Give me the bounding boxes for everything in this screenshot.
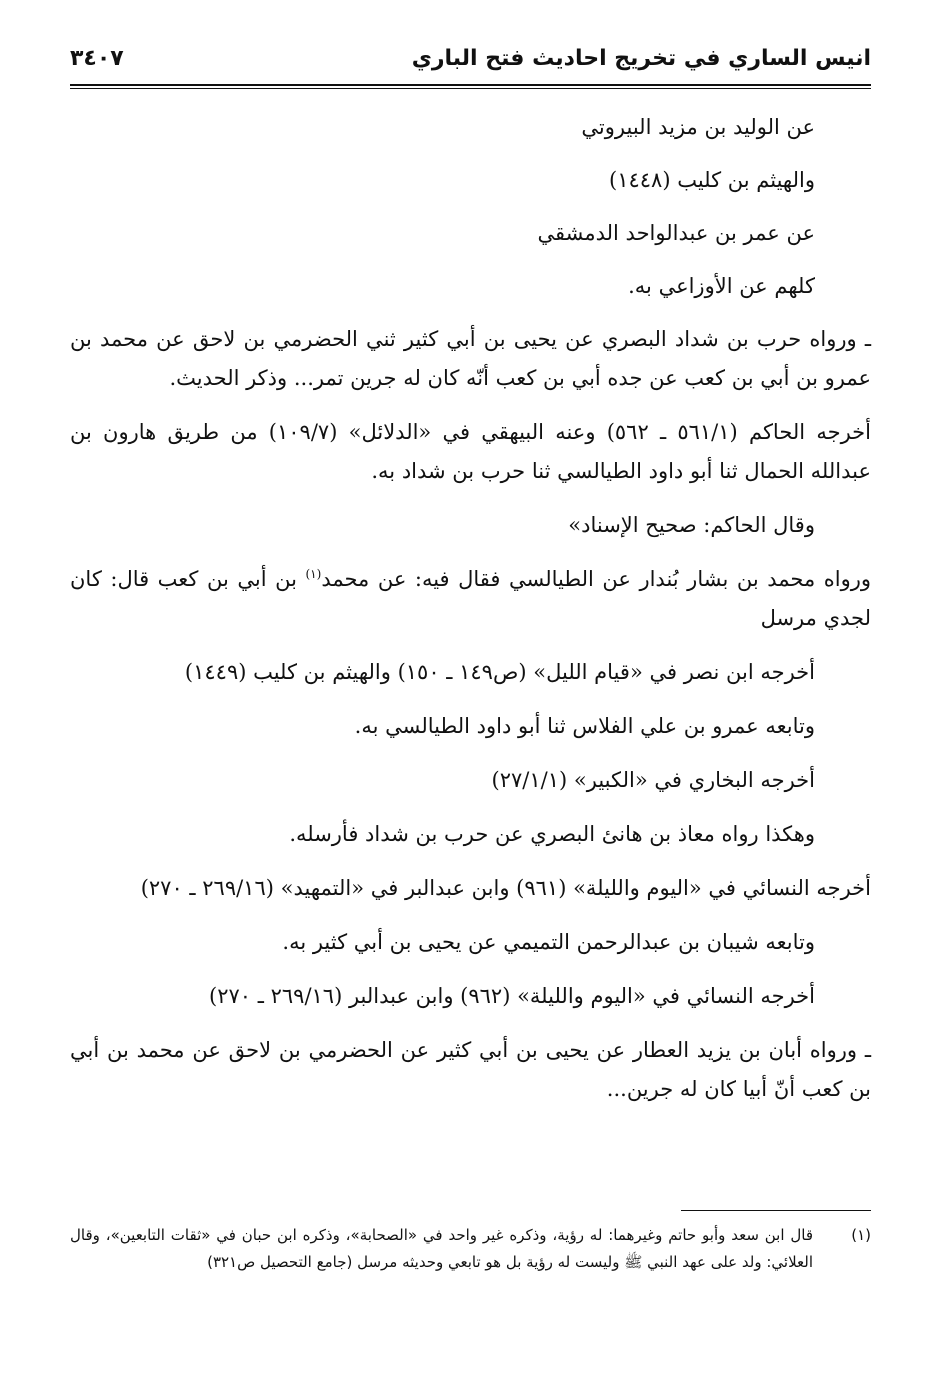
paragraph: أخرجه النسائي في «اليوم والليلة» (٩٦١) وابن عبدالبر في «التمهيد» (٢٦٩/١٦ ـ ٢٧٠) bbox=[140, 876, 871, 900]
main-text bbox=[70, 108, 871, 1124]
paragraph: وهكذا رواه معاذ بن هانئ البصري عن حرب بن شداد فأرسله. bbox=[289, 822, 815, 846]
paragraph-text: ورواه محمد بن بشار بُندار عن الطيالسي فقال فيه: عن محمد bbox=[321, 567, 872, 591]
page-number: ٣٤٠٧ bbox=[70, 46, 124, 71]
book-title: انيس الساري في تخريج احاديث فتح الباري bbox=[411, 46, 871, 71]
paragraph: عن الوليد بن مزيد البيروتي bbox=[581, 115, 815, 139]
paragraph: أخرجه الحاكم (٥٦١/١ ـ ٥٦٢) وعنه البيهقي في «الدلائل» (١٠٩/٧) من طريق هارون بن عبدالله الحمال ثنا أبو داود الطيالسي ثنا حرب بن شداد به. bbox=[70, 420, 871, 483]
footnote-separator bbox=[681, 1210, 871, 1211]
paragraph-with-footnote bbox=[70, 560, 871, 638]
paragraph: أخرجه البخاري في «الكبير» (٢٧/١/١) bbox=[491, 768, 815, 792]
header-rule-thick bbox=[70, 84, 871, 86]
paragraph: أخرجه النسائي في «اليوم والليلة» (٩٦٢) وابن عبدالبر (٢٦٩/١٦ ـ ٢٧٠) bbox=[209, 984, 815, 1008]
paragraph: عن عمر بن عبدالواحد الدمشقي bbox=[537, 221, 815, 245]
header-rule-thin bbox=[70, 88, 871, 89]
paragraph: ـ ورواه أبان بن يزيد العطار عن يحيى بن أبي كثير عن الحضرمي بن لاحق عن محمد بن أبي بن كعب أنّ أبيا كان له جرين... bbox=[70, 1038, 871, 1101]
paragraph-text: بن أبي بن كعب قال: كان لجدي مرسل bbox=[70, 567, 871, 630]
paragraph: وقال الحاكم: صحيح الإسناد» bbox=[568, 513, 815, 537]
paragraph: والهيثم بن كليب (١٤٤٨) bbox=[609, 168, 815, 192]
footnote-text: قال ابن سعد وأبو حاتم وغيرهما: له رؤية، وذكره غير واحد في «الصحابة»، وذكره ابن حبان في «ثقات التابعين»، وقال العلائي: ولد على عهد النبي ﷺ وليست له رؤية بل هو تابعي وحديثه مرسل (جامع التحصيل ص٣٢١) bbox=[70, 1226, 813, 1271]
footnote-marker: (١) bbox=[305, 567, 322, 581]
paragraph: وتابعه شيبان بن عبدالرحمن التميمي عن يحيى بن أبي كثير به. bbox=[282, 930, 815, 954]
paragraph: وتابعه عمرو بن علي الفلاس ثنا أبو داود الطيالسي به. bbox=[354, 714, 815, 738]
running-header bbox=[70, 44, 871, 84]
paragraph: ـ ورواه حرب بن شداد البصري عن يحيى بن أبي كثير ثني الحضرمي بن لاحق عن محمد بن عمرو بن أبي بن كعب عن جده أبي بن كعب أنّه كان له جرين تمر... وذكر الحديث. bbox=[70, 327, 871, 390]
paragraph: كلهم عن الأوزاعي به. bbox=[628, 274, 815, 298]
footnote bbox=[70, 1222, 871, 1276]
footnote-number: (١) bbox=[851, 1226, 871, 1244]
paragraph: أخرجه ابن نصر في «قيام الليل» (ص١٤٩ ـ ١٥٠) والهيثم بن كليب (١٤٤٩) bbox=[184, 660, 815, 684]
